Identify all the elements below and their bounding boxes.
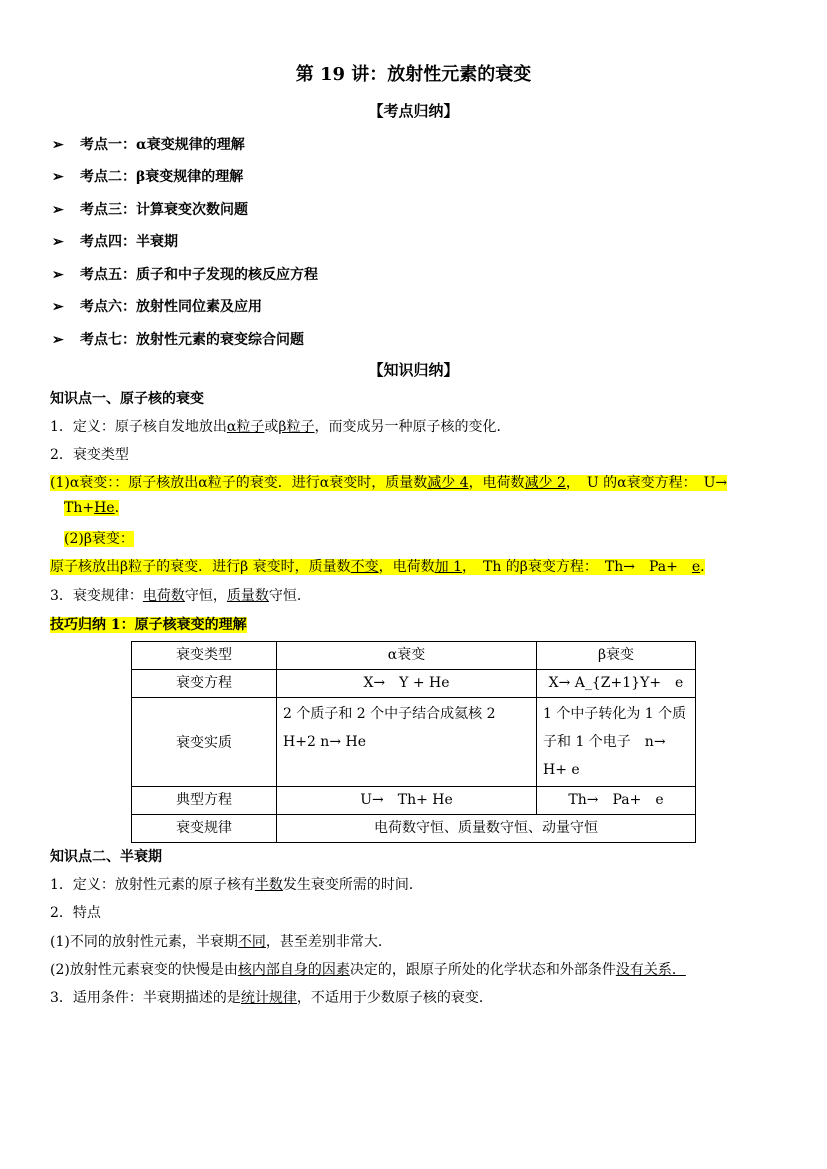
knowledge-point-1-title: 知识点一、原子核的衰变 [50,391,204,407]
table-cell: 2 个质子和 2 个中子结合成氦核 2 H+2 n→ He [277,698,537,787]
features-line: 2．特点 [50,905,101,921]
table-row [132,642,696,670]
alpha-decay-equation: Th+He. [64,500,120,516]
half-life-definition: 1．定义：放射性元素的原子核有半数发生衰变所需的时间． [50,877,423,893]
decay-rule-line: 3．衰变规律：电荷数守恒，质量数守恒． [50,588,311,604]
table-row [132,698,696,787]
arrow-bullet-icon: ➢ [52,299,64,315]
table-cell: Th→ Pa+ e [537,787,696,815]
beta-decay-line: 原子核放出β粒子的衰变．进行β 衰变时，质量数不变，电荷数加 1， Th 的β衰变方程： Th→ Pa+ e. [50,559,705,575]
page-title: 第 19 讲：放射性元素的衰变 [295,64,532,85]
list-item: ➢ 考点三：计算衰变次数问题 [52,202,248,218]
table-row [132,670,696,698]
table-cell: 衰变方程 [132,670,277,698]
arrow-bullet-icon: ➢ [52,267,64,283]
feature-1-line: (1)不同的放射性元素，半衰期不同，甚至差别非常大． [50,934,392,950]
section-heading-knowledge: 【知识归纳】 [368,361,459,379]
list-item: ➢ 考点七：放射性元素的衰变综合问题 [52,332,304,348]
feature-2-line: (2)放射性元素衰变的快慢是由核内部自身的因素决定的，跟原子所处的化学状态和外部条件没有关系． [50,962,686,978]
table-cell: 电荷数守恒、质量数守恒、动量守恒 [277,815,696,843]
table-cell: X→ A_{Z+1}Y+ e [537,670,696,698]
list-item: ➢ 考点四：半衰期 [52,234,178,250]
arrow-bullet-icon: ➢ [52,137,64,153]
table-cell: 衰变规律 [132,815,277,843]
table-cell: 典型方程 [132,787,277,815]
skill-summary-title: 技巧归纳 1：原子核衰变的理解 [50,617,247,633]
table-cell: 1 个中子转化为 1 个质子和 1 个电子 n→ H+ e [537,698,696,787]
beta-decay-heading: (2)β衰变： [64,531,134,547]
decay-comparison-table [131,641,696,843]
table-cell: β衰变 [537,642,696,670]
arrow-bullet-icon: ➢ [52,332,64,348]
table-cell: 衰变类型 [132,642,277,670]
condition-line: 3．适用条件：半衰期描述的是统计规律，不适用于少数原子核的衰变． [50,990,493,1006]
list-item: ➢ 考点二：β衰变规律的理解 [52,169,244,185]
section-heading-points: 【考点归纳】 [368,102,459,120]
knowledge-point-2-title: 知识点二、半衰期 [50,849,162,865]
arrow-bullet-icon: ➢ [52,234,64,250]
alpha-decay-line: (1)α衰变：：原子核放出α粒子的衰变．进行α衰变时，质量数减少 4，电荷数减少 2， U 的α衰变方程： U→ [50,475,728,491]
table-row [132,787,696,815]
arrow-bullet-icon: ➢ [52,202,64,218]
arrow-bullet-icon: ➢ [52,169,64,185]
list-item: ➢ 考点六：放射性同位素及应用 [52,299,262,315]
list-item: ➢ 考点一：α衰变规律的理解 [52,137,245,153]
table-cell: α衰变 [277,642,537,670]
definition-line: 1．定义：原子核自发地放出α粒子或β粒子，而变成另一种原子核的变化． [50,419,511,435]
table-row [132,815,696,843]
decay-types-line: 2．衰变类型 [50,447,129,463]
table-cell: U→ Th+ He [277,787,537,815]
table-cell: 衰变实质 [132,698,277,787]
table-cell: X→ Y + He [277,670,537,698]
list-item: ➢ 考点五：质子和中子发现的核反应方程 [52,267,318,283]
